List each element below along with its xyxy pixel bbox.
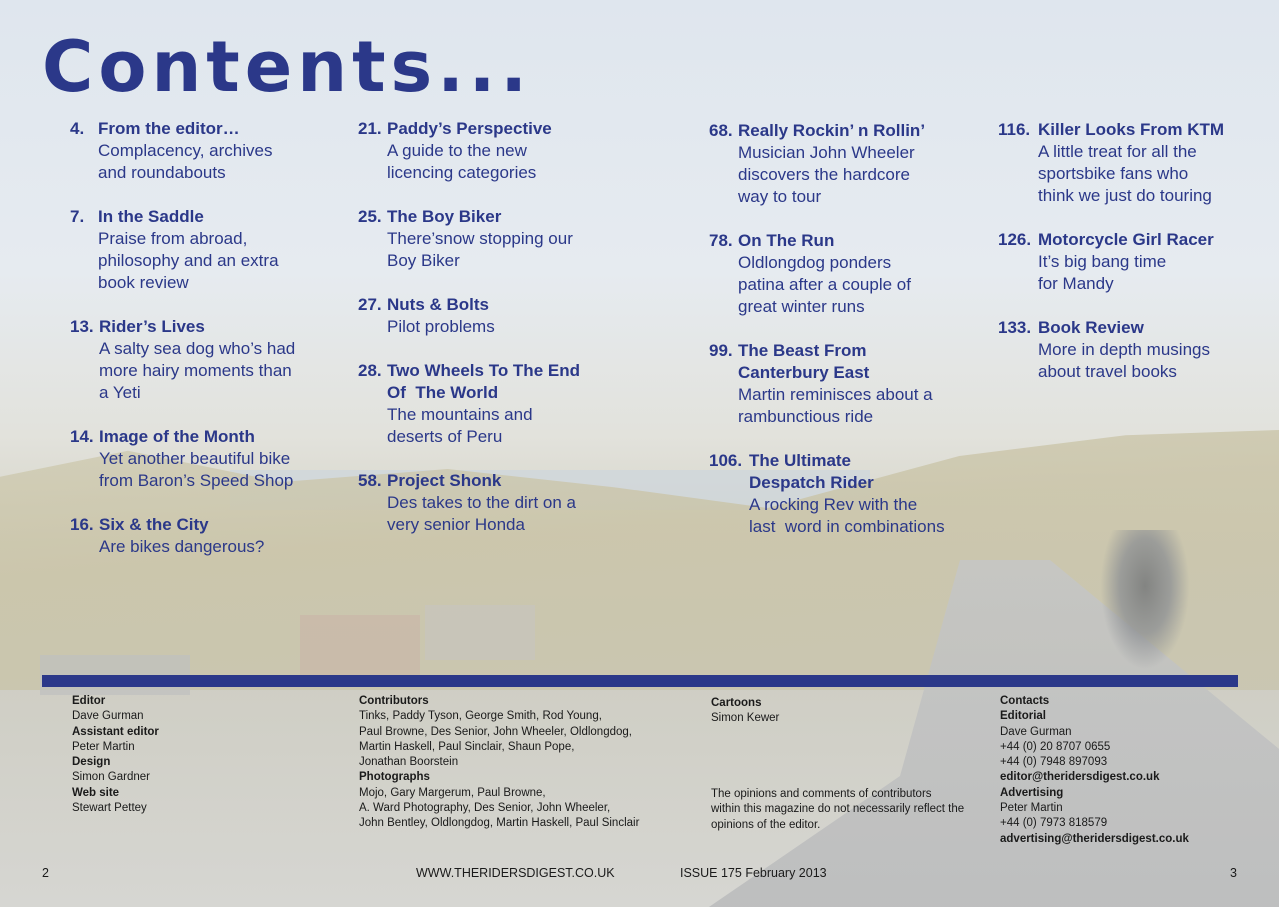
- entry-title: The Beast From Canterbury East: [738, 341, 870, 382]
- entry-description: A salty sea dog who’s had more hairy moments than a Yeti: [99, 339, 296, 402]
- entry-page-number: 58.: [358, 471, 382, 490]
- entry-description: A guide to the new licencing categories: [387, 141, 537, 182]
- contents-entry[interactable]: [70, 118, 340, 184]
- entry-description: A rocking Rev with the last word in combinations: [749, 495, 945, 536]
- entry-title: Image of the Month: [99, 427, 255, 446]
- credit-line: The opinions and comments of contributors: [711, 788, 932, 800]
- entry-page-number: 126.: [998, 230, 1032, 249]
- entry-description: There’snow stopping our Boy Biker: [387, 229, 573, 270]
- entry-description: More in depth musings about travel books: [1038, 340, 1210, 381]
- entry-title: Nuts & Bolts: [387, 295, 489, 314]
- entry-title: Two Wheels To The End Of The World: [387, 361, 580, 402]
- entry-page-number: 21.: [358, 119, 382, 138]
- contents-column-1: [70, 118, 340, 580]
- entry-title: Paddy’s Perspective: [387, 119, 552, 138]
- entry-page-number: 116.: [998, 120, 1031, 139]
- entry-description: Oldlongdog ponders patina after a couple of great winter runs: [738, 253, 911, 316]
- contents-entry[interactable]: [358, 470, 638, 536]
- entry-title: Rider’s Lives: [99, 317, 205, 336]
- contents-entry[interactable]: [709, 230, 989, 318]
- entry-title: The Ultimate Despatch Rider: [749, 451, 874, 492]
- entry-page-number: 13.: [70, 317, 94, 336]
- entry-description: Pilot problems: [387, 317, 495, 336]
- contents-entry[interactable]: [709, 120, 989, 208]
- credit-line: +44 (0) 7948 897093: [1000, 756, 1108, 769]
- credit-heading: Editor: [72, 695, 106, 707]
- entry-title: In the Saddle: [98, 207, 204, 226]
- credit-line: Jonathan Boorstein: [359, 756, 459, 769]
- credit-line: Simon Gardner: [72, 771, 150, 784]
- credit-line: Tinks, Paddy Tyson, George Smith, Rod Young,: [359, 710, 602, 723]
- entry-page-number: 68.: [709, 121, 733, 140]
- entry-page-number: 27.: [358, 295, 382, 314]
- divider-bar: [42, 675, 1238, 687]
- contents-entry[interactable]: [358, 118, 638, 184]
- entry-description: Complacency, archives and roundabouts: [98, 141, 273, 182]
- credit-heading: Contacts: [1000, 695, 1050, 707]
- credits-cartoons: [711, 696, 779, 727]
- credit-line: Peter Martin: [72, 740, 135, 753]
- credit-heading: Cartoons: [711, 697, 762, 709]
- credit-line: within this magazine do not necessarily reflect the: [711, 803, 965, 816]
- entry-description: Are bikes dangerous?: [99, 537, 265, 556]
- entry-page-number: 106.: [709, 451, 743, 470]
- entry-page-number: 78.: [709, 231, 733, 250]
- contents-entry[interactable]: [709, 450, 989, 538]
- credit-line: John Bentley, Oldlongdog, Martin Haskell, Paul Sinclair: [359, 817, 640, 830]
- contents-entry[interactable]: [70, 426, 340, 492]
- credit-line: A. Ward Photography, Des Senior, John Wheeler,: [359, 802, 611, 815]
- contents-entry[interactable]: [70, 206, 340, 294]
- credit-line: Martin Haskell, Paul Sinclair, Shaun Pope,: [359, 740, 575, 753]
- entry-page-number: 16.: [70, 515, 94, 534]
- credit-line: Stewart Pettey: [72, 802, 147, 815]
- contents-entry[interactable]: [998, 119, 1278, 207]
- entry-description: Musician John Wheeler discovers the hardcore way to tour: [738, 143, 915, 206]
- contents-column-3: [709, 120, 989, 560]
- entry-description: Des takes to the dirt on a very senior Honda: [387, 493, 576, 534]
- credit-line: +44 (0) 20 8707 0655: [1000, 740, 1111, 753]
- entry-title: Motorcycle Girl Racer: [1038, 230, 1214, 249]
- contents-entry[interactable]: [70, 316, 340, 404]
- entry-title: Killer Looks From KTM: [1038, 120, 1225, 139]
- entry-description: It’s big bang time for Mandy: [1038, 252, 1167, 293]
- credit-heading: Contributors: [359, 695, 429, 707]
- entry-page-number: 7.: [70, 207, 85, 226]
- contents-entry[interactable]: [358, 360, 638, 448]
- contents-column-4: [998, 119, 1278, 405]
- credit-heading: Assistant editor: [72, 725, 159, 738]
- contents-entry[interactable]: [358, 294, 638, 338]
- page-number-left: 2: [42, 866, 49, 880]
- page-number-right: 3: [1230, 866, 1237, 880]
- credits-contributors: [359, 694, 639, 832]
- entry-page-number: 14.: [70, 427, 94, 446]
- entry-title: Book Review: [1038, 318, 1144, 337]
- entry-title: On The Run: [738, 231, 835, 250]
- disclaimer: [711, 787, 964, 833]
- entry-title: From the editor…: [98, 119, 240, 138]
- contents-entry[interactable]: [998, 317, 1278, 383]
- entry-title: Really Rockin’ n Rollin’: [738, 121, 926, 140]
- credit-heading[interactable]: editor@theridersdigest.co.uk: [1000, 771, 1160, 784]
- credit-heading[interactable]: advertising@theridersdigest.co.uk: [1000, 832, 1189, 845]
- contents-column-2: [358, 118, 638, 558]
- website-link[interactable]: WWW.THERIDERSDIGEST.CO.UK: [416, 866, 615, 880]
- credit-heading: Web site: [72, 786, 120, 799]
- entry-page-number: 25.: [358, 207, 382, 226]
- entry-title: The Boy Biker: [387, 207, 502, 226]
- contents-entry[interactable]: [709, 340, 989, 428]
- credits-staff: [72, 694, 159, 816]
- credit-line: +44 (0) 7973 818579: [1000, 817, 1108, 830]
- entry-title: Project Shonk: [387, 471, 502, 490]
- issue-info: ISSUE 175 February 2013: [680, 866, 827, 880]
- credit-line: Peter Martin: [1000, 802, 1063, 815]
- credits-contacts: [1000, 694, 1189, 847]
- entry-page-number: 99.: [709, 341, 733, 360]
- credit-line: Dave Gurman: [1000, 725, 1072, 738]
- entry-description: Praise from abroad, philosophy and an extra book review: [98, 229, 279, 292]
- credit-line: Simon Kewer: [711, 712, 780, 725]
- credit-line: Paul Browne, Des Senior, John Wheeler, Oldlongdog,: [359, 725, 632, 738]
- entry-description: Martin reminisces about a rambunctious ride: [738, 385, 933, 426]
- contents-entry[interactable]: [358, 206, 638, 272]
- entry-description: The mountains and deserts of Peru: [387, 405, 533, 446]
- page-title: Contents...: [42, 26, 532, 108]
- contents-entry[interactable]: [998, 229, 1278, 295]
- credit-heading: Advertising: [1000, 786, 1064, 799]
- entry-description: Yet another beautiful bike from Baron’s Speed Shop: [99, 449, 294, 490]
- credit-heading: Editorial: [1000, 710, 1047, 723]
- entry-title: Six & the City: [99, 515, 209, 534]
- entry-page-number: 28.: [358, 361, 382, 380]
- entry-description: A little treat for all the sportsbike fans who think we just do touring: [1038, 142, 1212, 205]
- entry-page-number: 4.: [70, 119, 85, 138]
- credit-heading: Photographs: [359, 771, 430, 784]
- credit-line: Mojo, Gary Margerum, Paul Browne,: [359, 786, 546, 799]
- entry-page-number: 133.: [998, 318, 1032, 337]
- credit-line: opinions of the editor.: [711, 818, 821, 831]
- contents-entry[interactable]: [70, 514, 340, 558]
- credit-line: Dave Gurman: [72, 710, 144, 723]
- credit-heading: Design: [72, 756, 111, 769]
